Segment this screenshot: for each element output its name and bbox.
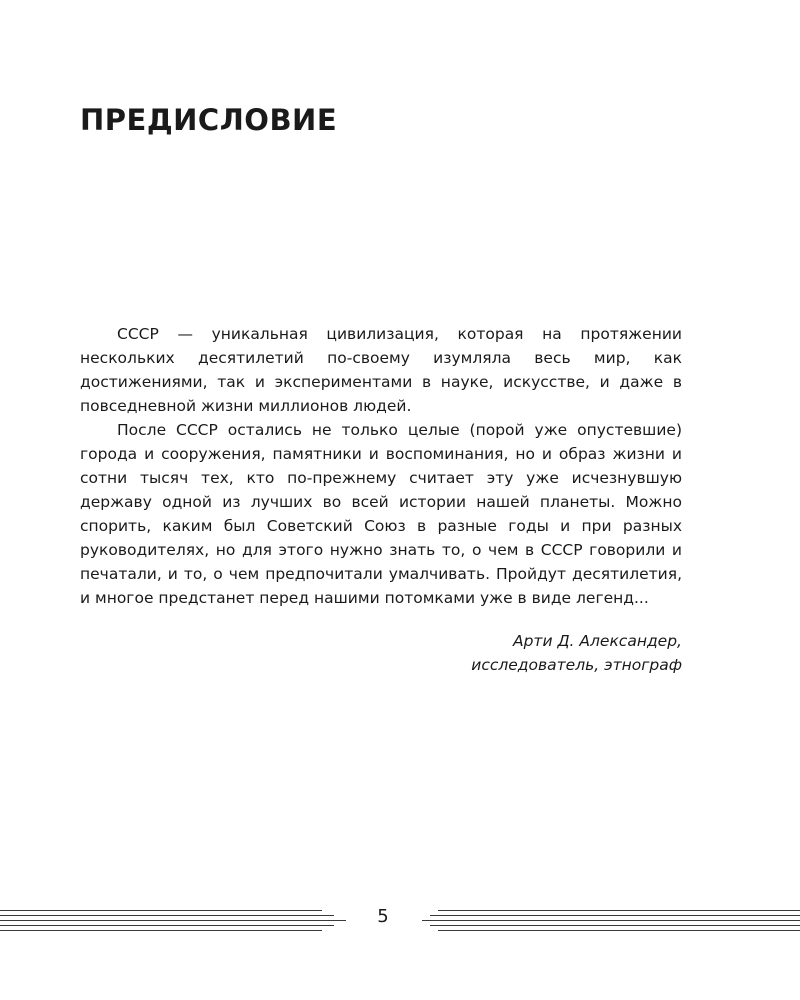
rule-line: [438, 930, 800, 931]
preface-text: [80, 322, 682, 610]
rule-line: [0, 930, 322, 931]
rule-line: [0, 915, 334, 916]
rule-line: [0, 910, 322, 911]
page-heading: ПРЕДИСЛОВИЕ: [80, 103, 338, 137]
rule-line: [0, 920, 346, 921]
rule-line: [430, 925, 800, 926]
author-role: исследователь, этнограф: [471, 656, 682, 674]
rule-line: [430, 915, 800, 916]
page-footer: [0, 898, 800, 944]
author-name: Арти Д. Александер,: [512, 632, 682, 650]
signature-block: [80, 629, 682, 677]
rule-line: [438, 910, 800, 911]
paragraph-2: После СССР остались не только целые (порой уже опустевшие) города и сооружения, памятники и воспоминания, но и образ жизни и сотни тысяч тех, кто по-прежнему считает эту уже исчезнувшую державу одной из лучших во всей истории нашей планеты. Можно спорить, каким был Советский Союз в разные годы и при разных руководителях, но для этого нужно знать то, о чем в СССР говорили и печатали, и то, о чем предпочитали умалчивать. Пройдут десятилетия, и многое предстанет перед нашими потомками уже в виде легенд...: [80, 421, 682, 607]
rule-line: [0, 925, 334, 926]
page-number: 5: [377, 906, 389, 927]
paragraph-1: СССР — уникальная цивилизация, которая на протяжении нескольких десятилетий по-своему изумляла весь мир, как достижениями, так и экспериментами в науке, искусстве, и даже в повседневной жизни миллионов людей.: [80, 325, 682, 415]
rule-line: [422, 920, 800, 921]
